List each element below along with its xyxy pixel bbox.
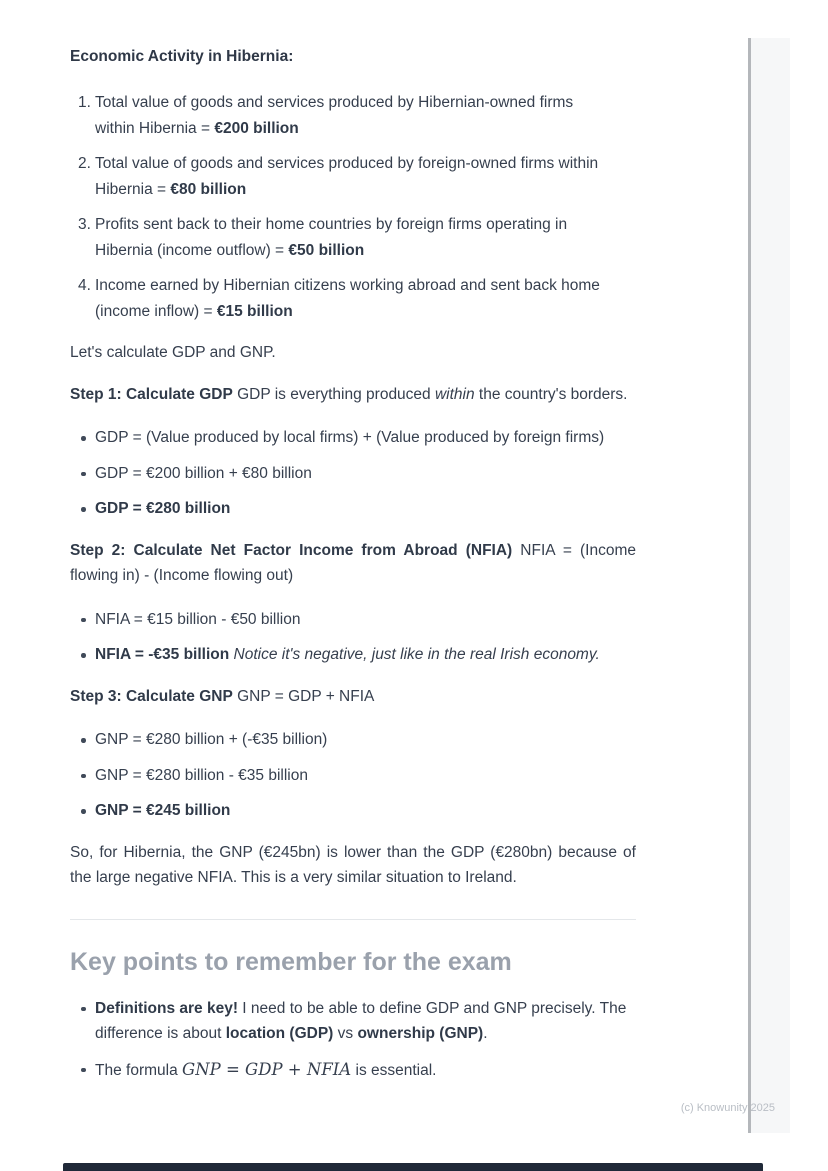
activity-item-2-text2: Hibernia = xyxy=(95,180,171,198)
key-point-2-text1: The formula xyxy=(95,1061,183,1079)
watermark: (c) Knowunity 2025 xyxy=(680,1102,775,1114)
step3-paragraph xyxy=(70,684,636,710)
step2-title: Step 2: Calculate Net Factor Income from Abroad (NFIA) xyxy=(70,541,513,559)
step3-bullet-2 xyxy=(70,763,636,789)
step2-result-note: Notice it's negative, just like in the real Irish economy. xyxy=(229,646,600,663)
step1-result-text: GDP = €280 billion xyxy=(95,500,231,517)
activity-item-1-value: €200 billion xyxy=(214,119,299,137)
step1-bullet-2 xyxy=(70,461,636,487)
key-point-1-text2: vs xyxy=(333,1025,358,1042)
activity-item-1-text2: within Hibernia = xyxy=(95,119,215,137)
activity-item-4 xyxy=(70,273,636,324)
gnp-formula: GNP = GDP + NFIA xyxy=(182,1059,352,1079)
activity-item-4-value: €15 billion xyxy=(216,302,293,320)
step1-bullet-2-text: GDP = €200 billion + €80 billion xyxy=(95,464,312,482)
key-point-2 xyxy=(70,1057,636,1084)
step1-text2: the country's borders. xyxy=(474,385,628,403)
step3-bullet-list xyxy=(70,727,636,824)
step2-result xyxy=(70,642,636,668)
step2-text: NFIA = (Income flowing in) - (Income flowing out) xyxy=(70,541,636,584)
activity-item-3-text2: Hibernia (income outflow) = xyxy=(95,241,289,259)
key-point-1-bold3: ownership (GNP) xyxy=(357,1025,484,1042)
step2-paragraph xyxy=(70,538,636,589)
key-point-2-text2: is essential. xyxy=(351,1061,437,1079)
activity-item-2-text: Total value of goods and services produced by foreign-owned firms within xyxy=(95,155,599,172)
step3-result-text: GNP = €245 billion xyxy=(95,802,231,819)
step3-text: GNP = GDP + NFIA xyxy=(232,687,375,705)
economic-activity-list xyxy=(70,90,636,324)
step2-bullet-1-text: NFIA = €15 billion - €50 billion xyxy=(95,610,301,628)
step3-title: Step 3: Calculate GNP xyxy=(70,687,233,705)
step1-bullet-1-text: GDP = (Value produced by local firms) + (Value produced by foreign firms) xyxy=(95,429,605,446)
scrollbar-rail[interactable] xyxy=(748,38,790,1133)
bottom-bar xyxy=(63,1163,763,1171)
lets-calculate-text: Let's calculate GDP and GNP. xyxy=(70,344,276,361)
activity-item-2 xyxy=(70,151,636,202)
activity-item-4-text: Income earned by Hibernian citizens working abroad and sent back home xyxy=(95,277,600,294)
key-point-1-bold2: location (GDP) xyxy=(225,1025,334,1042)
activity-item-2-value: €80 billion xyxy=(170,180,247,198)
summary-paragraph: So, for Hibernia, the GNP (€245bn) is lower than the GDP (€280bn) because of the large negative NFIA. This is a very similar situation to Ireland. xyxy=(70,843,636,886)
activity-item-1 xyxy=(70,90,636,141)
step2-bullet-list xyxy=(70,607,636,668)
section-heading: Economic Activity in Hibernia: xyxy=(70,48,294,65)
step1-bullet-list xyxy=(70,425,636,522)
activity-item-3-text: Profits sent back to their home countries by foreign firms operating in xyxy=(95,216,568,233)
key-points-list xyxy=(70,996,636,1084)
step1-title: Step 1: Calculate GDP xyxy=(70,385,233,403)
key-point-1-bold1: Definitions are key! xyxy=(95,999,238,1017)
step1-text: GDP is everything produced xyxy=(232,385,435,403)
activity-item-4-text2: (income inflow) = xyxy=(95,302,217,320)
key-point-1 xyxy=(70,996,636,1047)
step2-bullet-1 xyxy=(70,607,636,633)
section-divider xyxy=(70,919,636,920)
activity-item-1-text: Total value of goods and services produced by Hibernian-owned firms xyxy=(95,94,574,111)
step3-result xyxy=(70,798,636,824)
step1-bullet-1 xyxy=(70,425,636,451)
step2-result-text: NFIA = -€35 billion xyxy=(95,646,230,663)
activity-item-3-value: €50 billion xyxy=(288,241,365,259)
step1-italic-word: within xyxy=(434,385,475,403)
key-point-1-text1: I need to be able to define GDP and GNP precisely. The difference is about xyxy=(95,999,627,1042)
document-content xyxy=(70,46,636,1097)
key-point-1-text3: . xyxy=(483,1025,488,1042)
step3-bullet-1 xyxy=(70,727,636,753)
step3-bullet-2-text: GNP = €280 billion - €35 billion xyxy=(95,766,308,784)
step1-result xyxy=(70,496,636,522)
step3-bullet-1-text: GNP = €280 billion + (-€35 billion) xyxy=(95,731,328,748)
step1-paragraph xyxy=(70,382,636,408)
activity-item-3 xyxy=(70,212,636,263)
key-points-heading: Key points to remember for the exam xyxy=(70,947,512,976)
